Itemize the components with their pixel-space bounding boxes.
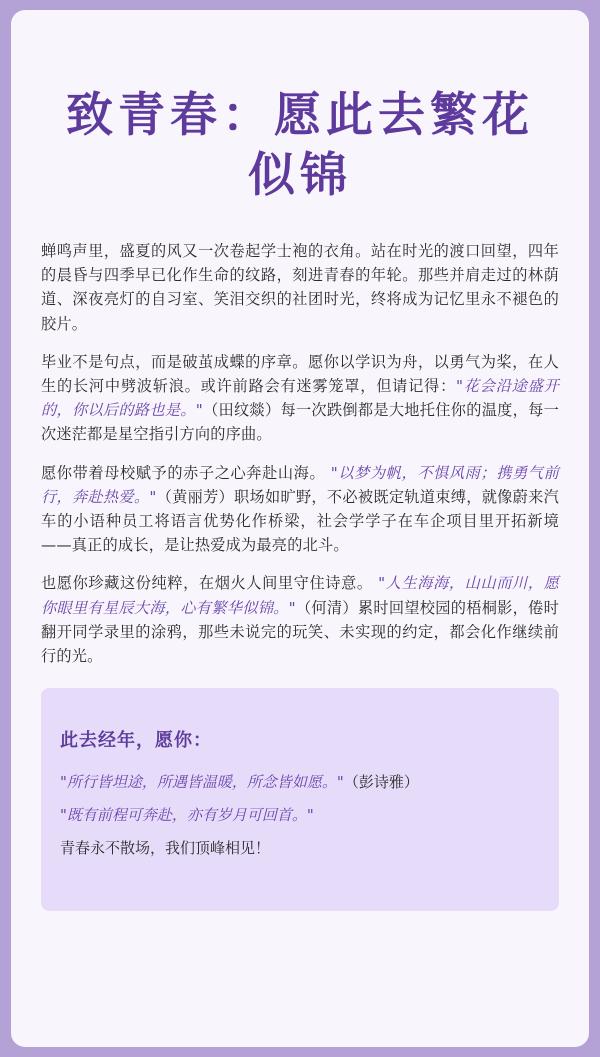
wish-line-1-quote: "所行皆坦途，所遇皆温暖，所念皆如愿。" xyxy=(60,773,344,792)
page-title xyxy=(41,86,559,206)
wish-line-3: 青春永不散场，我们顶峰相见！ xyxy=(60,839,271,858)
paragraph-4-text: 也愿你珍藏这份纯粹，在烟火人间里守住诗意。 xyxy=(41,574,373,593)
paragraph-1: 蝉鸣声里，盛夏的风又一次卷起学士袍的衣角。站在时光的渡口回望，四年的晨昏与四季早已化作生命的纹路，刻进青春的年轮。那些并肩走过的林荫道、深夜亮灯的自习室、笑泪交织的社团时光，终将成为记忆里永不褪色的胶片。 xyxy=(41,242,559,333)
wish-line-1 xyxy=(60,771,540,793)
paragraph-3-text: 愿你带着母校赋予的赤子之心奔赴山海。 xyxy=(41,463,326,482)
title-line-1: 致青春：愿此去繁花 xyxy=(66,88,534,143)
title-line-2: 似锦 xyxy=(248,148,352,203)
wish-line-2-quote: "既有前程可奔赴，亦有岁月可回首。" xyxy=(60,806,314,825)
paragraph-2-text: 毕业不是句点，而是破茧成蝶的序章。愿你以学识为舟，以勇气为桨，在人生的长河中劈波斩浪。或许前路会有迷雾笼罩，但请记得： xyxy=(41,352,559,396)
wish-box xyxy=(41,688,559,911)
paragraph-4-quote: "人生海海，山山而川，愿你眼里有星辰大海，心有繁华似锦。" xyxy=(41,574,560,617)
paragraph-2-quote: "花会沿途盛开的，你以后的路也是。" xyxy=(41,377,559,420)
paragraph-3 xyxy=(41,461,559,558)
paragraph-4 xyxy=(41,571,559,668)
paragraph-2-text-end: （田纹燚）每一次跌倒都是大地托住你的温度，每一次迷茫都是星空指引方向的序曲。 xyxy=(41,401,559,444)
paragraph-2 xyxy=(41,350,559,447)
article-card xyxy=(11,10,589,1047)
wish-box-heading: 此去经年，愿你： xyxy=(60,730,212,752)
wish-line-1-author: （彭诗雅） xyxy=(343,773,419,792)
wish-line-2 xyxy=(60,804,540,826)
paragraph-3-text-end: （黄丽芳）职场如旷野，不必被既定轨道束缚，就像蔚来汽车的小语种员工将语言优势化作桥梁，社会学学子在车企项目里开拓新境——真正的成长，是让热爱成为最亮的北斗。 xyxy=(41,487,559,555)
paragraph-3-quote: "以梦为帆，不惧风雨；携勇气前行，奔赴热爱。" xyxy=(41,463,559,506)
paragraph-4-text-end: （何清）累时回望校园的梧桐影，倦时翻开同学录里的涂鸦，那些未说完的玩笑、未实现的约定，都会化作继续前行的光。 xyxy=(41,598,560,666)
